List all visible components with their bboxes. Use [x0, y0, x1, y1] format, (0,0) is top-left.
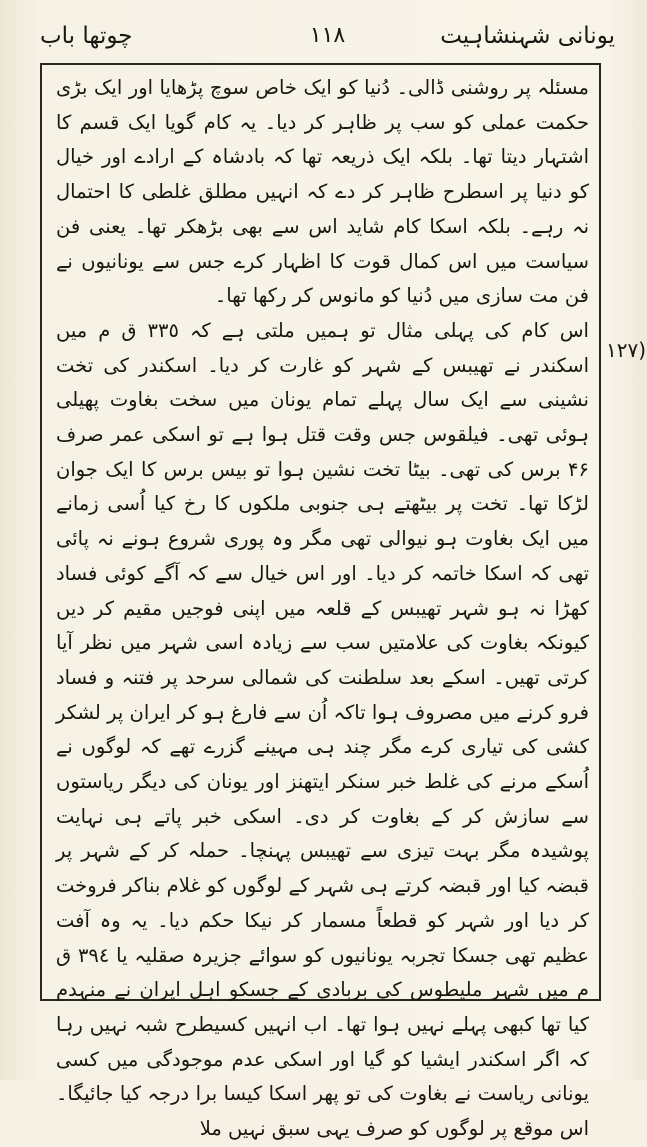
body-text: [56, 71, 589, 1141]
page-number: ١١٨: [309, 23, 346, 48]
text-frame: [40, 63, 601, 1141]
book-title: یونانی شہنشاہیت: [440, 23, 615, 49]
paragraph-1: مسئلہ پر روشنی ڈالی۔ دُنیا کو ایک خاص سوچ پڑھایا اور ایک بڑی حکمت عملی کو سب پر ظاہر کر دیا۔ یہ کام گویا ایک قسم کا اشتہار دیتا تھا۔ بلکہ ایک ذریعہ تھا کہ بادشاہ کے ارادے اور خیال کو دنیا پر اسطرح ظاہر کر دے کہ انہیں مطلق غلطی کا احتمال نہ رہے۔ بلکہ اسکا کام شاید اس سے بھی بڑھکر تھا۔ یعنی فن سیاست میں اس کمال قوت کا اظہار کرے جس سے یونانیوں نے فن مت سازی میں دُنیا کو مانوس کر رکھا تھا۔: [56, 76, 589, 308]
margin-note: (١٢٧: [606, 338, 647, 362]
page-header: [40, 16, 615, 56]
chapter-title: چوتھا باب: [40, 23, 133, 49]
paragraph-2: اس کام کی پہلی مثال تو ہمیں ملتی ہے کہ ٣٣٥ ق م میں اسکندر نے تھیبس کے شہر کو غارت کر دیا۔ اسکندر کی تخت نشینی سے ایک سال پہلے تمام یونان میں سخت بغاوت پھیلی ہوئی تھی۔ فیلقوس جس وقت قتل ہوا ہے تو اسکی عمر صرف ۴۶ برس کی تھی۔ بیٹا تخت نشین ہوا تو بیس برس کا ایک جوان لڑکا تھا۔ تخت پر بیٹھتے ہی جنوبی ملکوں کا رخ کیا اُسی زمانے میں ایک بغاوت ہو نیوالی تھی مگر وہ پوری شروع ہونے نہ پائی تھی کہ اسکا خاتمہ کر دیا۔ اور اس خیال سے کہ آگے کوئی فساد کھڑا نہ ہو شہر تھیبس کے قلعہ میں اپنی فوجیں مقیم کر دیں کیونکہ بغاوت کی علامتیں سب سے زیادہ اسی شہر میں نظر آیا کرتی تھیں۔ اسکے بعد سلطنت کی شمالی سرحد پر فتنہ و فساد فرو کرنے میں مصروف ہوا تاکہ اُن سے فارغ ہو کر ایران پر لشکر کشی کی تیاری کرے مگر چند ہی مہینے گزرے تھے کہ لوگوں نے اُسکے مرنے کی غلط خبر سنکر ایتھنز اور یونان کی دیگر ریاستوں سے سازش کر کے بغاوت کر دی۔ اسکی خبر پاتے ہی نہایت پوشیدہ مگر بہت تیزی سے تھیبس پہنچا۔ حملہ کر کے شہر پر قبضہ کیا اور قبضہ کرتے ہی شہر کے لوگوں کو غلام بناکر فروخت کر دیا اور شہر کو قطعاً مسمار کر نیکا حکم دیا۔ یہ وہ آفت عظیم تھی جسکا تجربہ یونانیوں کو سوائے جزیرہ صقلیہ یا ٣٩٤ ق م میں شہر ملیطوس کی بربادی کے جسکو اہل ایران نے منہدم کیا تھا کبھی پہلے نہیں ہوا تھا۔ اب انہیں کسیطرح شبہ نہیں رہا کہ اگر اسکندر ایشیا کو گیا اور اسکی عدم موجودگی میں کسی یونانی ریاست نے بغاوت کی تو پھر اسکا کیسا برا درجہ کیا جائیگا۔ اس موقع پر لوگوں کو صرف یہی سبق نہیں ملا: [56, 318, 589, 1141]
